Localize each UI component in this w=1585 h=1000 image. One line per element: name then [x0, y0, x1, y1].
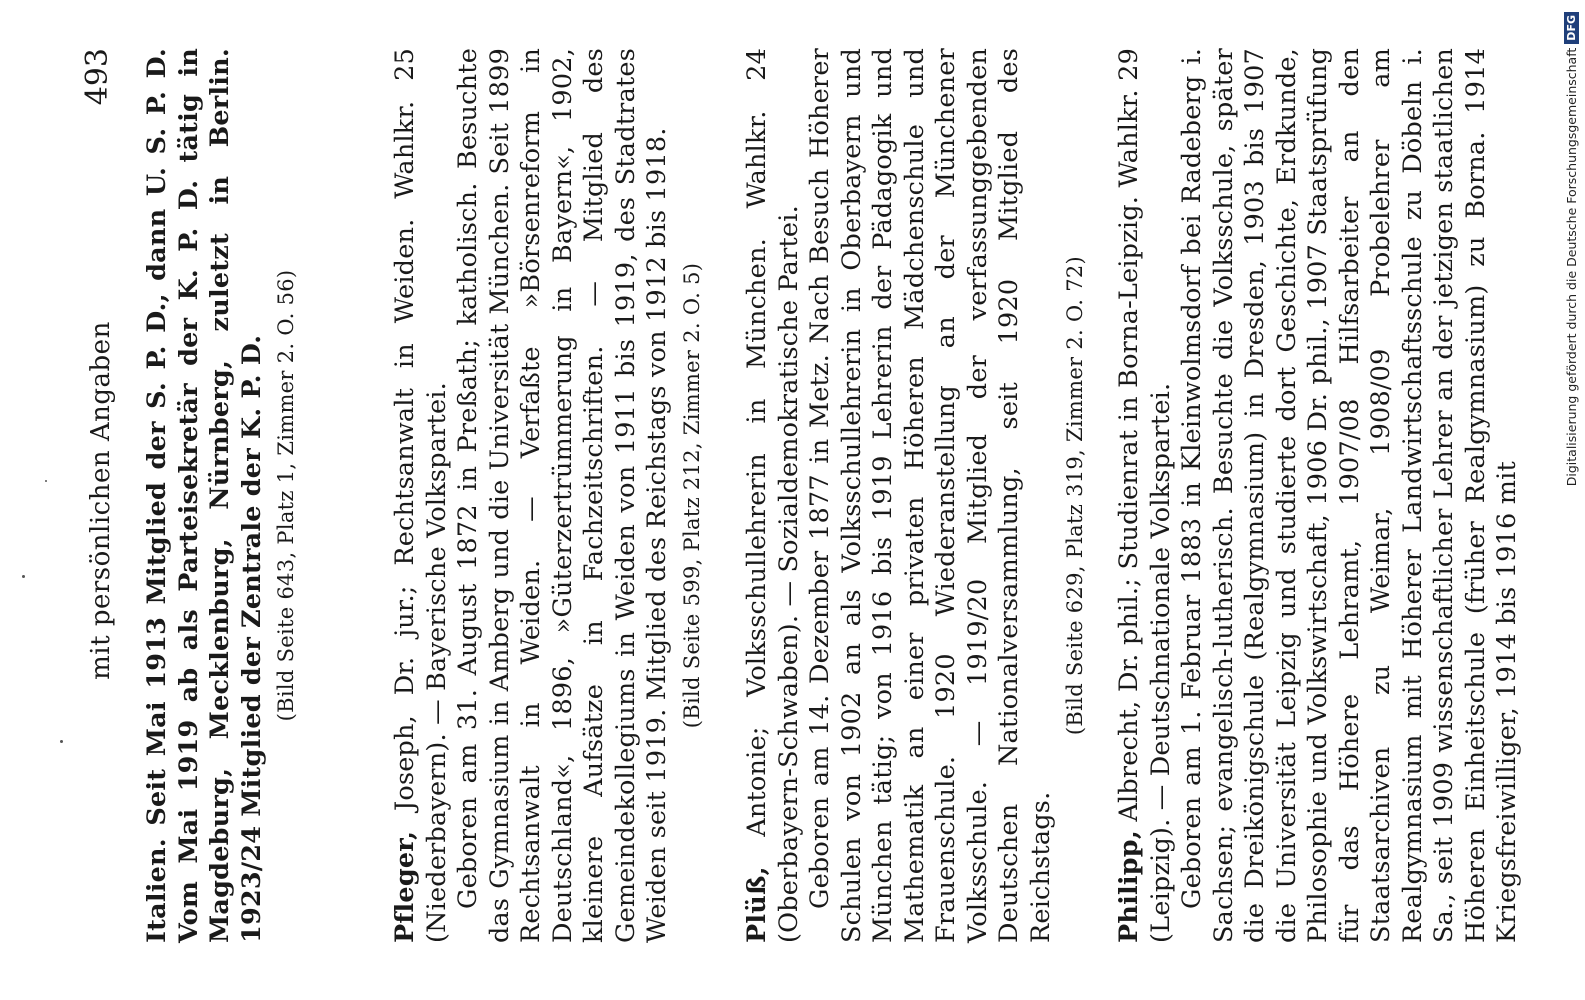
- running-head: mit persönlichen Angaben: [86, 321, 116, 680]
- digitization-note-text: Digitalisierung gefördert durch die Deutsche Forschungsgemeinschaft: [1563, 47, 1579, 487]
- entry-first-line: [742, 48, 805, 943]
- digitization-note-text-wrap: [1551, 12, 1585, 972]
- picture-caption: (Bild Seite 599, Platz 212, Zimmer 2. O. 5): [679, 262, 704, 729]
- digitization-note: [1543, 12, 1583, 972]
- entry-pluess: [742, 48, 1087, 943]
- scan-speck: [60, 740, 63, 743]
- entry-name: Philipp,: [1114, 830, 1144, 943]
- entry-first-line: [1114, 48, 1177, 943]
- scan-speck: [45, 480, 47, 482]
- entry-continuation: [142, 48, 298, 943]
- entry-summary: Albrecht, Dr. phil.; Studienrat in Borna-Leipzig. Wahlkr. 29 (Leipzig). — Deutschnationale Volkspartei.: [1114, 48, 1176, 943]
- entry-summary: Antonie; Volksschullehrerin in München. Wahlkr. 24 (Oberbayern-Schwaben). — Sozialdemokratische Partei.: [742, 48, 804, 943]
- entry-biography: Geboren am 14. Dezember 1877 in Metz. Nach Besuch Höherer Schulen von 1902 an als Volksschullehrerin in Oberbayern und München tätig; von 1916 bis 1919 Lehrerin der Pädagogik und Mathematik an einer privaten Höheren Mädchenschule und Frauenschule. 1920 Wiederanstellung an der Münchener Volksschule. — 1919/20 Mitglied der verfassunggebenden Deutschen Nationalversammlung, seit 1920 Mitglied des Reichstags.: [805, 48, 1056, 943]
- entry-text: Italien. Seit Mai 1913 Mitglied der S. P. D., dann U. S. P. D. Vom Mai 1919 ab als Parteisekretär der K. P. D. tätig in Magdeburg, Mecklenburg, Nürnberg, zuletzt in Berlin. 1923/24 Mitglied der Zentrale der K. P. D.: [142, 48, 267, 943]
- entry-biography: Geboren am 31. August 1872 in Preßath; katholisch. Besuchte das Gymnasium in Amberg und die Universität München. Seit 1899 Rechtsanwalt in Weiden. — Verfaßte »Börsenreform in Deutschland«, 1896, »Güterzertrümmerung in Bayern«, 1902, kleinere Aufsätze in Fachzeitschriften. — Mitglied des Gemeindekollegiums in Weiden von 1911 bis 1919, des Stadtrates Weiden seit 1919. Mitglied des Reichstags von 1912 bis 1918.: [453, 48, 672, 943]
- entry-name: Plüß,: [742, 866, 772, 943]
- scanned-page: [52, 18, 1542, 983]
- scan-speck: [22, 575, 25, 578]
- rotated-page-content: [52, 18, 1542, 983]
- entry-pfleger: [390, 48, 704, 943]
- entry-philipp: [1114, 48, 1524, 943]
- dfg-logo: DFG: [1564, 12, 1579, 44]
- page-header: [80, 18, 130, 983]
- entry-biography: Geboren am 1. Februar 1883 in Kleinwolmsdorf bei Radeberg i. Sachsen; evangelisch-lutherisch. Besuchte die Volksschule, später die Dreikönigschule (Realgymnasium) in Dresden, 1903 bis 1907 die Universität Leipzig und studierte dort Geschichte, Erdkunde, Philosophie und Volkswirtschaft, 1906 Dr. phil., 1907 Staatsprüfung für das Höhere Lehramt, 1907/08 Hilfsarbeiter an den Staatsarchiven zu Weimar, 1908/09 Probelehrer am Realgymnasium mit Höherer Landwirtschaftsschule zu Döbeln i. Sa., seit 1909 wissenschaftlicher Lehrer an der jetzigen staatlichen Höheren Einheitschule (früher Realgymnasium) zu Borna. 1914 Kriegsfreiwilliger, 1914 bis 1916 mit: [1177, 48, 1522, 943]
- entry-name: Pfleger,: [390, 830, 420, 943]
- entry-summary: Joseph, Dr. jur.; Rechtsanwalt in Weiden. Wahlkr. 25 (Niederbayern). — Bayerische Volkspartei.: [390, 48, 452, 943]
- picture-caption: (Bild Seite 629, Platz 319, Zimmer 2. O. 72): [1063, 255, 1087, 736]
- entry-first-line: [390, 48, 453, 943]
- picture-caption: (Bild Seite 643, Platz 1, Zimmer 2. O. 56): [274, 269, 298, 722]
- page-number: 493: [80, 48, 115, 106]
